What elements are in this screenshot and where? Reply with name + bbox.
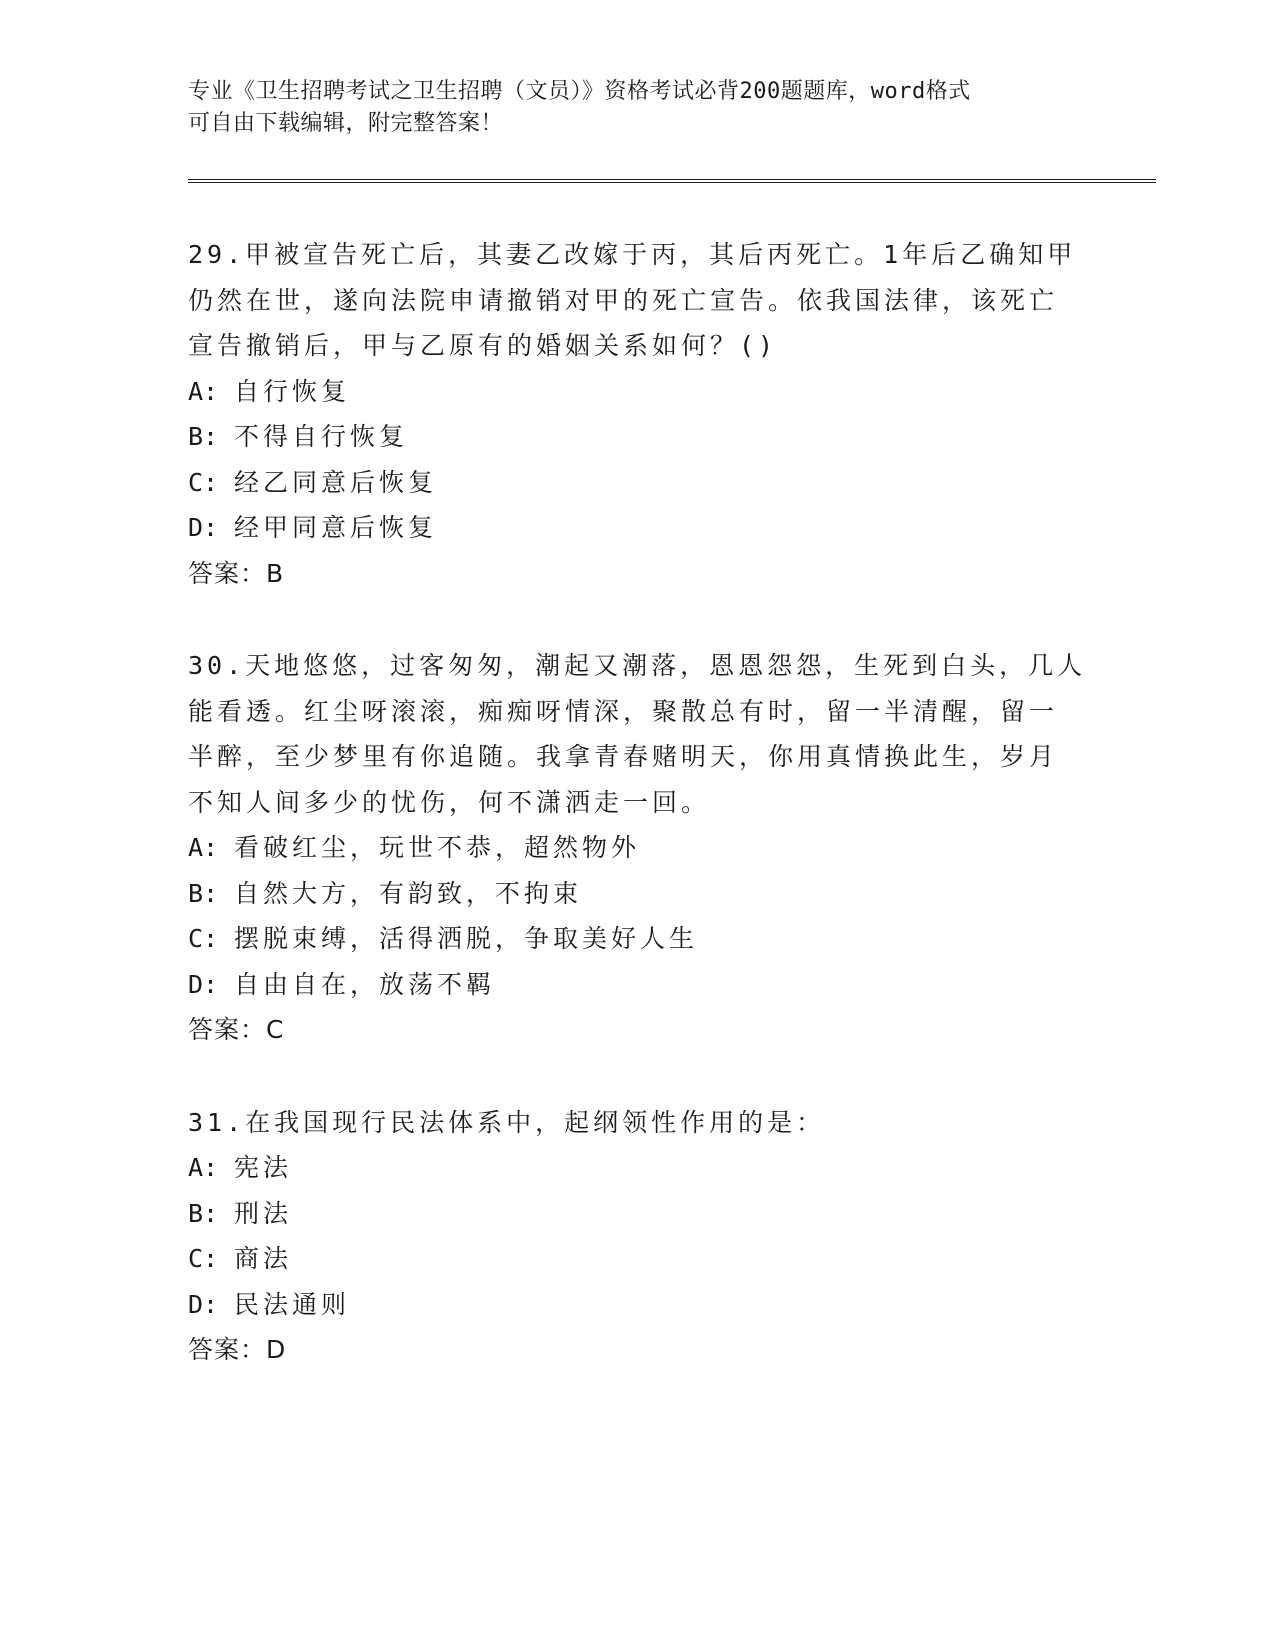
option-text: 看破红尘，玩世不恭，超然物外 bbox=[234, 833, 641, 862]
option-key: B: bbox=[188, 1198, 219, 1228]
option-a bbox=[188, 1145, 1088, 1191]
option-text: 宪法 bbox=[234, 1153, 293, 1182]
option-text: 民法通则 bbox=[234, 1289, 351, 1319]
option-key: C: bbox=[188, 1244, 219, 1273]
question-text-line: 30.天地悠悠，过客匆匆，潮起又潮落，恩恩怨怨，生死到白头，几人 bbox=[188, 651, 1087, 680]
question-30 bbox=[188, 643, 1088, 1053]
question-text-line: 29.甲被宣告死亡后，其妻乙改嫁于丙，其后丙死亡。1年后乙确知甲 bbox=[188, 240, 1077, 269]
option-d bbox=[188, 962, 1088, 1008]
option-text: 自由自在，放荡不羁 bbox=[234, 969, 496, 999]
option-text: 自行恢复 bbox=[234, 376, 351, 406]
answer-line: 答案：B bbox=[188, 558, 285, 588]
question-29 bbox=[188, 232, 1088, 596]
question-text-line: 能看透。红尘呀滚滚，痴痴呀情深，聚散总有时，留一半清醒，留一 bbox=[188, 696, 1059, 726]
question-text-line: 不知人间多少的忧伤，何不潇洒走一回。 bbox=[188, 787, 711, 817]
question-text-line: 半醉，至少梦里有你追随。我拿青春赌明天，你用真情换此生，岁月 bbox=[188, 742, 1059, 771]
option-text: 商法 bbox=[234, 1244, 293, 1273]
option-key: B: bbox=[188, 422, 219, 451]
question-31 bbox=[188, 1100, 1088, 1373]
answer-line: 答案：C bbox=[188, 1015, 285, 1044]
option-key: B: bbox=[188, 878, 219, 908]
option-key: C: bbox=[188, 467, 219, 497]
option-text: 自然大方，有韵致，不拘束 bbox=[234, 878, 583, 908]
question-text-line: 宣告撤销后，甲与乙原有的婚姻关系如何？() bbox=[188, 331, 778, 360]
option-c bbox=[188, 1236, 1088, 1282]
option-key: A: bbox=[188, 376, 219, 406]
option-text: 摆脱束缚，活得洒脱，争取美好人生 bbox=[234, 924, 699, 953]
answer-line: 答案：D bbox=[188, 1335, 287, 1364]
option-text: 不得自行恢复 bbox=[234, 422, 409, 451]
header-line-2: 可自由下载编辑，附完整答案！ bbox=[188, 111, 504, 136]
option-key: D: bbox=[188, 969, 219, 999]
option-b bbox=[188, 414, 1088, 460]
option-key: A: bbox=[188, 833, 219, 862]
option-d bbox=[188, 1282, 1088, 1328]
option-text: 刑法 bbox=[234, 1198, 293, 1228]
option-c bbox=[188, 916, 1088, 962]
option-key: D: bbox=[188, 1289, 219, 1319]
option-key: D: bbox=[188, 513, 219, 542]
document-header bbox=[188, 76, 1088, 140]
question-list bbox=[188, 232, 1088, 1420]
option-key: C: bbox=[188, 924, 219, 953]
question-text-line: 仍然在世，遂向法院申请撤销对甲的死亡宣告。依我国法律，该死亡 bbox=[188, 285, 1059, 315]
option-b bbox=[188, 1191, 1088, 1237]
option-key: A: bbox=[188, 1153, 219, 1182]
option-d bbox=[188, 505, 1088, 551]
option-a bbox=[188, 369, 1088, 415]
option-text: 经乙同意后恢复 bbox=[234, 467, 438, 497]
question-text-line: 31.在我国现行民法体系中，起纲领性作用的是： bbox=[188, 1107, 826, 1137]
option-c bbox=[188, 460, 1088, 506]
option-a bbox=[188, 825, 1088, 871]
option-text: 经甲同意后恢复 bbox=[234, 513, 438, 542]
header-divider bbox=[188, 179, 1156, 183]
header-line-1: 专业《卫生招聘考试之卫生招聘（文员）》资格考试必背200题题库，word格式 bbox=[188, 79, 971, 104]
option-b bbox=[188, 871, 1088, 917]
